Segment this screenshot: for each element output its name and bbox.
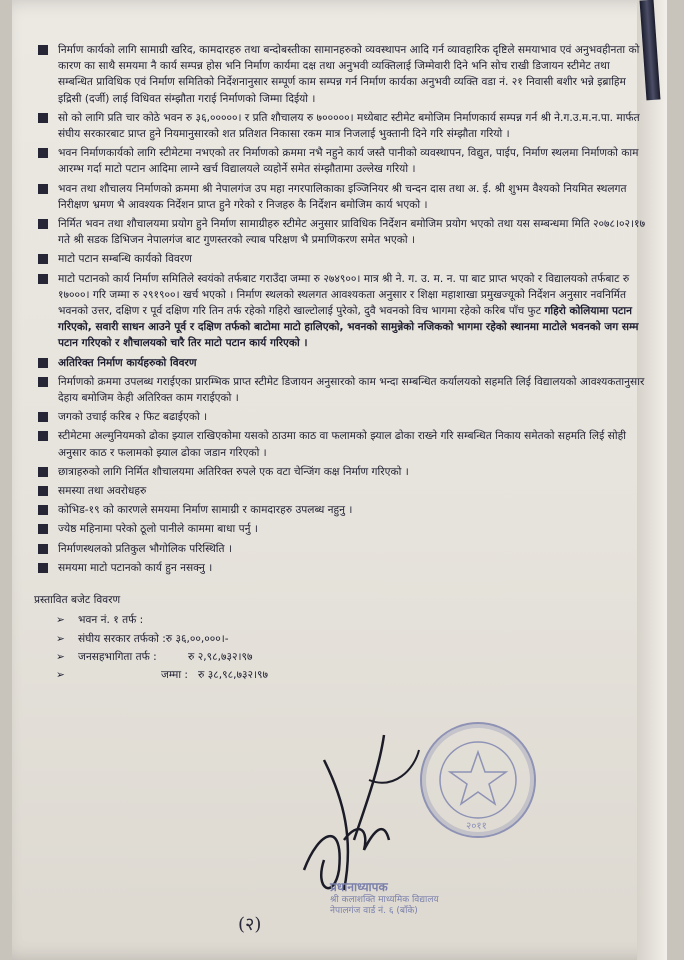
bullet-item bbox=[34, 521, 646, 537]
budget-label: जनसहभागिता तर्फ : bbox=[78, 650, 157, 663]
section-heading-soil bbox=[34, 251, 646, 267]
headmaster-stamp bbox=[330, 878, 510, 917]
budget-value: रु २,९८,७३२।९७ bbox=[188, 650, 253, 663]
stamp-title: प्रधानाध्यापक bbox=[330, 880, 388, 894]
bullet-item bbox=[34, 464, 646, 480]
bullet-text: समयमा माटो पटानको कार्य हुन नसक्नु । bbox=[58, 561, 213, 574]
bullet-item bbox=[34, 541, 646, 557]
section-heading-extra bbox=[34, 355, 646, 371]
budget-value bbox=[143, 612, 343, 628]
bullet-text: माटो पटान सम्बन्धि कार्यको विवरण bbox=[58, 253, 192, 266]
bullet-text: ज्येष्ठ महिनामा परेको ठूलो पानीले काममा बाधा पर्नु । bbox=[58, 523, 258, 536]
square-bullet-icon bbox=[38, 219, 48, 229]
bullet-item bbox=[34, 374, 646, 406]
square-bullet-icon bbox=[38, 505, 48, 515]
soil-paragraph bbox=[34, 271, 646, 352]
bullet-text: भवन निर्माणकार्यको लागि स्टीमेटमा नभएको तर निर्माणको क्रममा नभै नहुने कार्य जस्तै पानीको व्यवस्थापन, विद्युत, पाईप, निर्माण स्थलमा निर्माणको काम आरम्भ गर्दा माटो पटान आदिमा लाग्ने खर्च विद्यालयले व्यहोर्ने समेत संम्झौतामा उल्लेख गरियो । bbox=[58, 147, 639, 176]
bullet-text: अतिरिक्त निर्माण कार्यहरुको विवरण bbox=[58, 356, 197, 369]
bullet-text: निर्माणको क्रममा उपलब्ध गराईएका प्रारम्भिक प्राप्त स्टीमेट डिजायन अनुसारको काम भन्दा सम्बन्धित कर्यालयको सहमति लिई विद्यालयको आवश्यकतानुसार देहाय बमोजिम केही अतिरिक्त काम गराईएको । bbox=[58, 375, 645, 405]
seal-year: २०११ bbox=[466, 821, 487, 832]
bullet-text: समस्या तथा अवरोधहरु bbox=[58, 485, 147, 498]
bullet-item bbox=[34, 560, 646, 576]
document-page bbox=[12, 0, 667, 960]
square-bullet-icon bbox=[38, 377, 48, 387]
arrow-bullet-icon: ➢ bbox=[56, 650, 65, 663]
bullet-item bbox=[34, 502, 646, 518]
bullet-item bbox=[34, 409, 646, 425]
budget-label: भवन नं. १ तर्फ : bbox=[78, 614, 144, 627]
bullet-item bbox=[34, 428, 646, 460]
soil-text-bold: गहिरो कोलियामा पटान गरिएको, सवारी साधन आउने पूर्व र दक्षिण तर्फको बाटोमा माटो हालिएको, भवनको सामुन्नेको नजिकको भागमा रहेको स्थानमा माटोले भवनको जग सम्म पटान गरिएको र शौचालयको चारै तिर माटो पटान कार्य गरिएको । bbox=[58, 305, 639, 350]
arrow-bullet-icon: ➢ bbox=[56, 668, 65, 681]
square-bullet-icon bbox=[38, 358, 48, 368]
budget-label: जम्मा : bbox=[160, 668, 188, 681]
budget-row bbox=[56, 667, 646, 683]
bullet-text: निर्मित भवन तथा शौचालयमा प्रयोग हुने निर्माण सामाग्रीहरु स्टीमेट अनुसार प्राविधिक निर्देशन बमोजिम प्रयोग भएको तथा यस सम्बन्धमा मिति २०७८।०२।१७ गते श्री सडक डिभिजन नेपालगंज बाट गुणस्तरको ल्याब परिक्षण भै प्रमाणिकरण समेत भएको । bbox=[58, 218, 646, 247]
stamp-line2: नेपालगंज वार्ड नं. ६ (बाँके) bbox=[330, 906, 418, 916]
arrow-bullet-icon: ➢ bbox=[56, 632, 65, 645]
bullet-text: भवन तथा शौचालय निर्माणको क्रममा श्री नेपालगंज उप महा नगरपालिकाका इञ्जिनियर श्री चन्दन दास तथा अ. ई. श्री शुभम वैश्यको नियमित स्थलगत निरीक्षण भ्रमण भै आवश्यक निर्देशन प्राप्त हुने गरेको र निजहरु कै निर्देशन बमोजिम कार्य भएको । bbox=[58, 182, 627, 211]
budget-value: रु ३८,९८,७३२।९७ bbox=[198, 668, 269, 681]
square-bullet-icon bbox=[38, 113, 48, 123]
bullet-text: स्टीमेटमा अल्मुनियमको ढोका झ्याल राखिएकोमा यसको ठाउमा काठ वा फलामको झ्याल ढोका राख्ने गरि सम्बन्धित निकाय समेतको सहमति लिई सोही अनुसार काठ र फलामको झ्याल ढोका जडान गरिएको । bbox=[58, 430, 626, 459]
budget-row bbox=[56, 612, 646, 628]
bullet-item bbox=[34, 216, 646, 248]
square-bullet-icon bbox=[38, 467, 48, 477]
square-bullet-icon bbox=[38, 431, 48, 441]
bullet-item bbox=[34, 181, 646, 213]
square-bullet-icon bbox=[38, 412, 48, 422]
bullet-item bbox=[34, 110, 646, 142]
square-bullet-icon bbox=[38, 184, 48, 194]
bullet-text: सो को लागि प्रति चार कोठे भवन रु ३६,०००००। र प्रति शौचालय रु ७०००००। मध्येबाट स्टीमेट बमोजिम निर्माणकार्य सम्पन्न गर्न श्री ने.ग.उ.म.न.पा. मार्फत संघीय सरकारबाट प्राप्त हुने नियमानुसारको शत प्रतिशत निकासा रकम मात्र निजलाई भुक्तानी दिने गरि संम्झौता गरियो । bbox=[58, 111, 640, 141]
stamp-line1: श्री कलाशक्ति माध्यमिक विद्यालय bbox=[330, 895, 439, 905]
section-heading-problems bbox=[34, 483, 646, 499]
bullet-text: जगको उचाई करिब २ फिट बढाईएको । bbox=[58, 411, 208, 424]
square-bullet-icon bbox=[38, 544, 48, 554]
square-bullet-icon bbox=[38, 148, 48, 158]
bullet-text: निर्माण कार्यको लागि सामाग्री खरिद, कामदारहरु तथा बन्दोबस्तीका सामानहरुको व्यवस्थापन आदि गर्न व्यावहारिक दृष्टिले समयाभाव एवं अनुभवहीनता को कारण का साथै समयमा नै कार्य सम्पन्न होस भनि निर्माण कार्यमा दक्ष तथा अनुभवी व्यक्तिलाई जिम्मेवारी दिने भनि सोच राखी डिजायन स्टीमेट तथा सम्बन्धित प्राविधिक एवं निर्माण समितिको निर्देशनानुसार सम्पूर्ण काम सम्पन्न गर्न निर्माण कार्यका अनुभवी व्यक्ति वडा नं. २१ निवासी बशीर भन्ने इब्राहिम इद्रिसी (दर्जी) लाई विधिवत संम्झौता गराई निर्माणको जिम्मा दिईयो । bbox=[58, 44, 640, 105]
bullet-text: निर्माणस्थलको प्रतिकुल भौगोलिक परिस्थिति । bbox=[58, 542, 232, 555]
square-bullet-icon bbox=[38, 524, 48, 534]
budget-row bbox=[56, 649, 646, 665]
arrow-bullet-icon: ➢ bbox=[56, 614, 65, 627]
soil-text-normal: माटो पटानको कार्य निर्माण समितिले स्वयंको तर्फबाट गराउँदा जम्मा रु २७४९००। मात्र श्री ने. ग. उ. म. न. पा बाट प्राप्त भएको र विद्यालयको तर्फबाट रु १७०००। गरि जम्मा रु २९१९००। खर्च भएको । निर्माण स्थलको स्थलगत आवश्यकता अनुसार र शिक्षा महाशाखा प्रमुखज्यूको निर्देशन अनुसार नवनिर्मित भवनको उत्तर, दक्षिण र पूर्व दक्षिण गरि तिन तर्फ रहेको गहिरो खाल्टोलाई पुरेको, दुवै भवनको विच भागमा रहेको करिब पाँच फुट bbox=[58, 272, 630, 318]
soil-paragraph-text bbox=[58, 271, 646, 352]
square-bullet-icon bbox=[38, 486, 48, 496]
bullet-text: कोभिड-१९ को कारणले समयमा निर्माण सामाग्री र कामदारहरु उपलब्ध नहुनु । bbox=[58, 504, 353, 517]
square-bullet-icon bbox=[38, 563, 48, 573]
page-number: (२) bbox=[238, 914, 262, 935]
bullet-item bbox=[34, 42, 646, 107]
square-bullet-icon bbox=[38, 274, 48, 284]
budget-value bbox=[229, 631, 429, 647]
square-bullet-icon bbox=[38, 254, 48, 264]
budget-label: संघीय सरकार तर्फको :रु ३६,००,०००।- bbox=[78, 632, 229, 645]
budget-row bbox=[56, 631, 646, 647]
budget-title: प्रस्तावित बजेट विवरण bbox=[34, 594, 121, 607]
document-body bbox=[34, 42, 646, 685]
square-bullet-icon bbox=[38, 45, 48, 55]
bullet-text: छात्राहरुको लागि निर्मित शौचालयमा अतिरिक्त रुपले एक वटा चेन्जिंग कक्ष निर्माण गरिएको । bbox=[58, 465, 409, 478]
bullet-item bbox=[34, 145, 646, 177]
